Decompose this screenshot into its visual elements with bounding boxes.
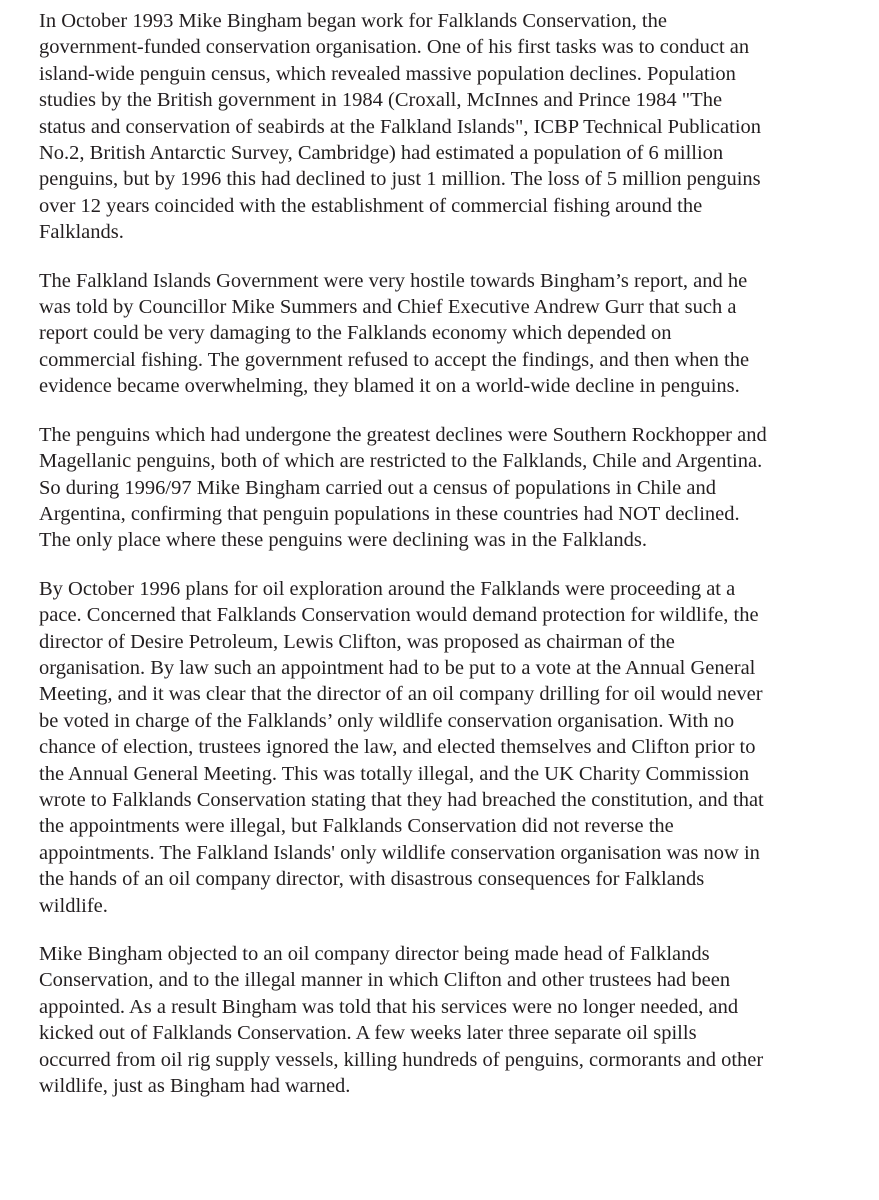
text-line: the appointments were illegal, but Falklands Conservation did not reverse the (39, 815, 674, 838)
text-line: Conservation, and to the illegal manner in which Clifton and other trustees had been (39, 969, 731, 992)
text-line: director of Desire Petroleum, Lewis Clifton, was proposed as chairman of the (39, 630, 675, 653)
text-line: status and conservation of seabirds at the Falkland Islands", ICBP Technical Publication (39, 115, 762, 138)
text-line: over 12 years coincided with the establishment of commercial fishing around the (39, 194, 703, 217)
text-line: Argentina, confirming that penguin populations in these countries had NOT declined. (39, 502, 740, 525)
text-line: government-funded conservation organisation. One of his first tasks was to conduct an (39, 36, 750, 59)
text-line: commercial fishing. The government refused to accept the findings, and then when the (39, 348, 750, 371)
text-line: studies by the British government in 1984 (Croxall, McInnes and Prince 1984 "The (39, 89, 723, 112)
text-line: chance of election, trustees ignored the law, and elected themselves and Clifton prior to (39, 736, 756, 759)
paragraph-census (39, 8, 859, 246)
text-line: pace. Concerned that Falklands Conservation would demand protection for wildlife, the (39, 604, 759, 627)
paragraph-government-response (39, 268, 859, 400)
text-line: appointed. As a result Bingham was told that his services were no longer needed, and (39, 995, 739, 1018)
text-line: kicked out of Falklands Conservation. A few weeks later three separate oil spills (39, 1022, 697, 1045)
text-line: So during 1996/97 Mike Bingham carried out a census of populations in Chile and (39, 476, 716, 499)
paragraph-oil-exploration (39, 576, 859, 919)
text-line: Meeting, and it was clear that the director of an oil company drilling for oil would never (39, 683, 763, 706)
document-body (39, 8, 859, 1121)
text-line: the hands of an oil company director, with disastrous consequences for Falklands (39, 868, 705, 891)
text-line: In October 1993 Mike Bingham began work for Falklands Conservation, the (39, 10, 667, 32)
text-line: wildlife, just as Bingham had warned. (39, 1075, 351, 1098)
paragraph-bingham-dismissal (39, 941, 859, 1099)
text-line: occurred from oil rig supply vessels, killing hundreds of penguins, cormorants and other (39, 1048, 764, 1071)
text-line: No.2, British Antarctic Survey, Cambridge) had estimated a population of 6 million (39, 142, 724, 165)
text-line: By October 1996 plans for oil exploration around the Falklands were proceeding at a (39, 577, 736, 600)
text-line: appointments. The Falkland Islands' only wildlife conservation organisation was now in (39, 841, 760, 864)
text-line: be voted in charge of the Falklands’ only wildlife conservation organisation. With no (39, 709, 735, 732)
text-line: The Falkland Islands Government were very hostile towards Bingham’s report, and he (39, 269, 748, 292)
text-line: the Annual General Meeting. This was totally illegal, and the UK Charity Commission (39, 762, 750, 785)
text-line: organisation. By law such an appointment had to be put to a vote at the Annual General (39, 656, 756, 679)
text-line: island-wide penguin census, which revealed massive population declines. Population (39, 62, 736, 85)
text-line: Magellanic penguins, both of which are restricted to the Falklands, Chile and Argentina. (39, 450, 763, 473)
text-line: evidence became overwhelming, they blamed it on a world-wide decline in penguins. (39, 375, 740, 398)
text-line: Mike Bingham objected to an oil company director being made head of Falklands (39, 943, 710, 965)
text-line: The penguins which had undergone the greatest declines were Southern Rockhopper and (39, 423, 767, 446)
text-line: penguins, but by 1996 this had declined to just 1 million. The loss of 5 million penguins (39, 168, 761, 191)
text-line: The only place where these penguins were declining was in the Falklands. (39, 529, 647, 552)
text-line: report could be very damaging to the Falklands economy which depended on (39, 322, 672, 345)
text-line: Falklands. (39, 221, 124, 244)
text-line: wildlife. (39, 894, 108, 917)
paragraph-penguin-declines (39, 422, 859, 554)
text-line: was told by Councillor Mike Summers and Chief Executive Andrew Gurr that such a (39, 296, 737, 319)
text-line: wrote to Falklands Conservation stating that they had breached the constitution, and that (39, 788, 764, 811)
